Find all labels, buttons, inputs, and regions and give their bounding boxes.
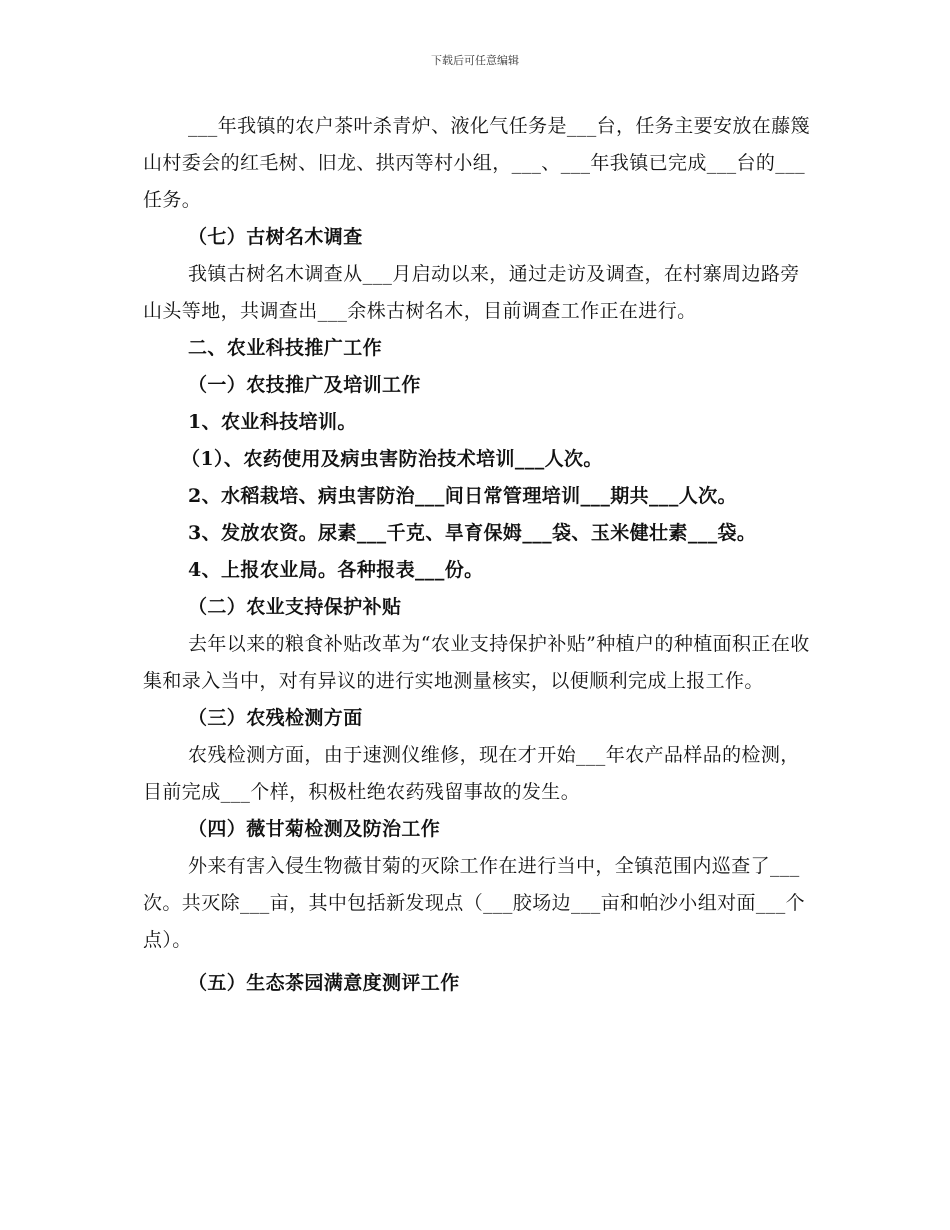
- heading-training: （一）农技推广及培训工作: [188, 374, 421, 396]
- heading-residue: （三）农残检测方面: [188, 707, 363, 729]
- item-training-1: 1、农业科技培训。: [188, 411, 357, 433]
- item-training-4: 4、上报农业局。各种报表___份。: [188, 559, 484, 581]
- paragraph-subsidy: 去年以来的粮食补贴改革为“农业支持保护补贴”种植户的种植面积正在收集和录入当中，对有异议的进行实地测量核实，以便顺利完成上报工作。: [143, 633, 810, 692]
- item-training-3: 3、发放农资。尿素___千克、旱育保姆___袋、玉米健壮素___袋。: [188, 522, 757, 544]
- document-body: [143, 108, 813, 1002]
- paragraph-stove-task: ___年我镇的农户茶叶杀青炉、液化气任务是___台，任务主要安放在藤篾山村委会的红毛树、旧龙、拱丙等村小组，___、___年我镇已完成___台的___任务。: [143, 115, 811, 211]
- heading-agri-tech: 二、农业科技推广工作: [188, 337, 383, 359]
- heading-subsidy: （二）农业支持保护补贴: [188, 596, 402, 618]
- paragraph-residue: 农残检测方面，由于速测仪维修，现在才开始___年农产品样品的检测，目前完成___个样，积极杜绝农药残留事故的发生。: [143, 744, 800, 803]
- paragraph-mikania: 外来有害入侵生物薇甘菊的灭除工作在进行当中，全镇范围内巡查了___次。共灭除___亩，其中包括新发现点（___胶场边___亩和帕沙小组对面___个点）。: [143, 855, 806, 951]
- page-header: 下载后可任意编辑: [431, 54, 519, 67]
- heading-mikania: （四）薇甘菊检测及防治工作: [188, 818, 441, 840]
- item-training-1-1: （1）、农药使用及病虫害防治技术培训___人次。: [181, 448, 603, 470]
- heading-tea-garden: （五）生态茶园满意度测评工作: [188, 972, 460, 994]
- heading-ancient-trees: （七）古树名木调查: [188, 226, 363, 248]
- paragraph-ancient-trees: 我镇古树名木调查从___月启动以来，通过走访及调查，在村寨周边路旁山头等地，共调查出___余株古树名木，目前调查工作正在进行。: [143, 263, 800, 322]
- item-training-2: 2、水稻栽培、病虫害防治___间日常管理培训___期共___人次。: [188, 485, 737, 507]
